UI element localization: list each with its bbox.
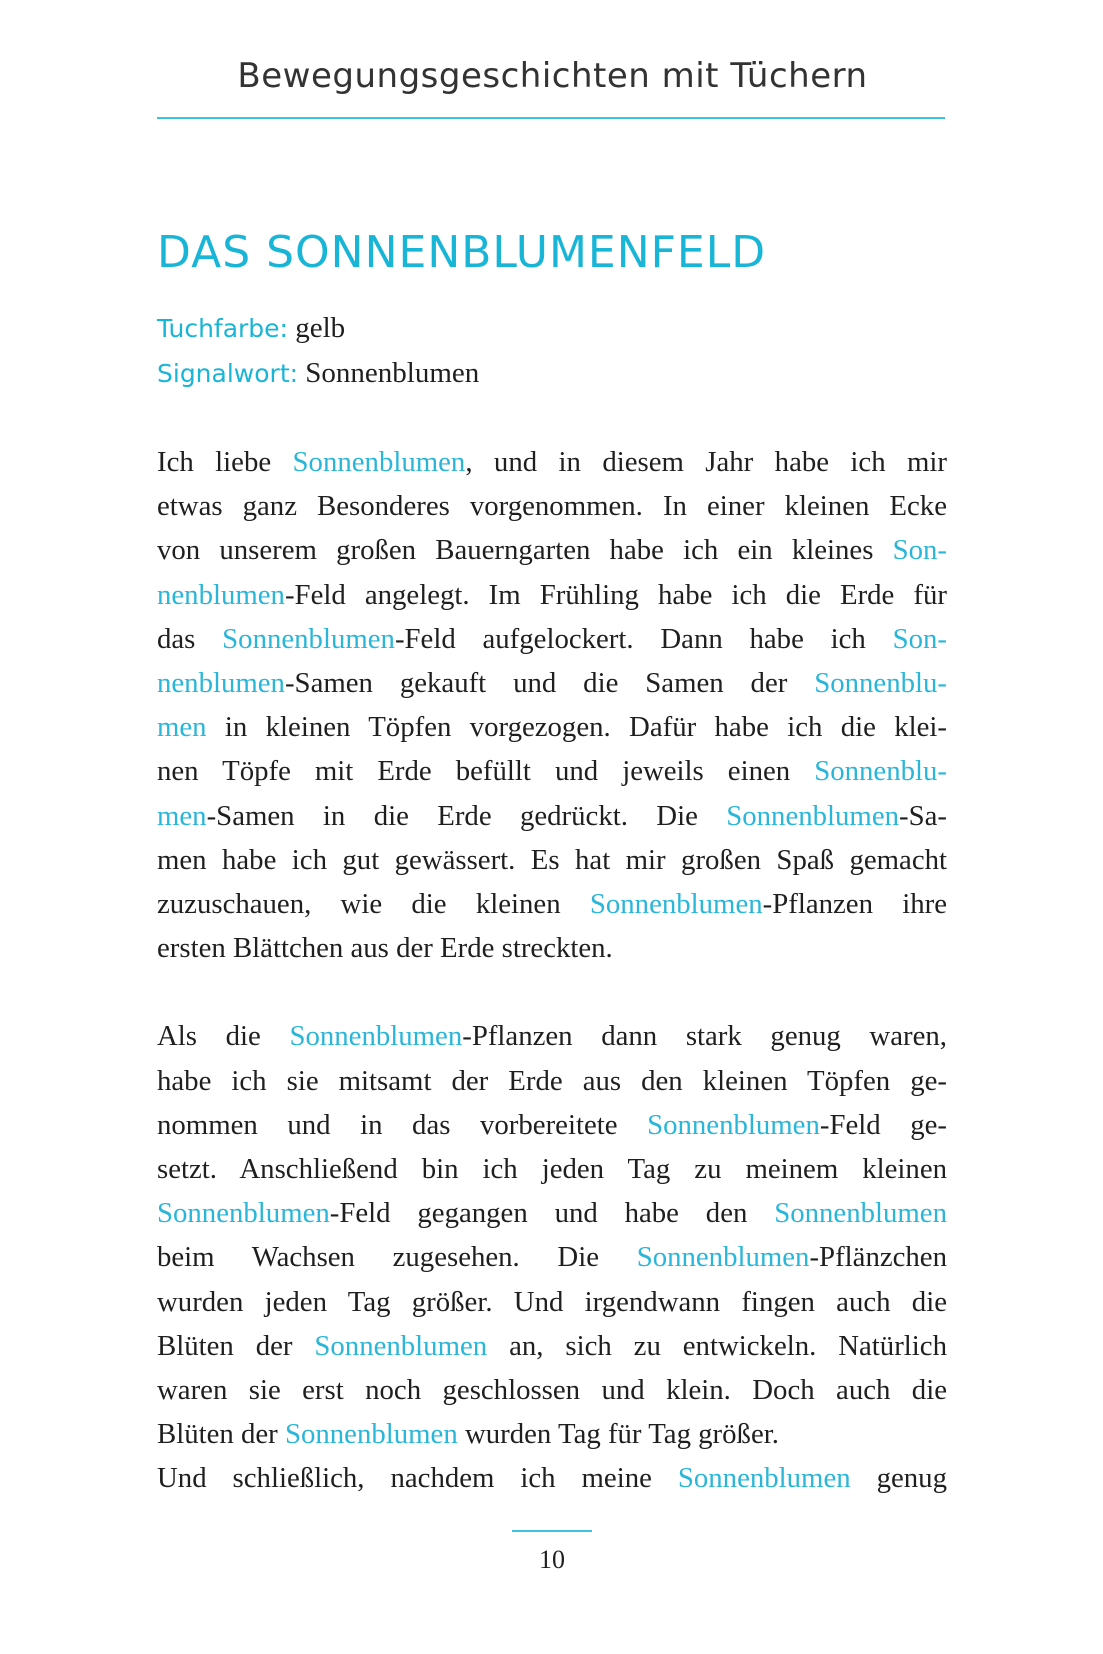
text-line (157, 882, 947, 926)
text-segment: men habe ich gut gewässert. Es hat mir großen Spaß gemacht (157, 843, 947, 876)
text-line (157, 749, 947, 793)
text-line (157, 1235, 947, 1279)
text-segment: -Pflanzen ihre (762, 887, 948, 920)
color-label: Tuchfarbe: (157, 314, 288, 343)
text-line (157, 1103, 947, 1147)
signal-word: Sonnenblumen (774, 1197, 947, 1230)
text-segment: von unserem großen Bauerngarten habe ich ein kleines (157, 534, 893, 567)
signal-word: Sonnenblumen (647, 1108, 820, 1141)
text-line (157, 1059, 947, 1103)
text-segment: setzt. Anschließend bin ich jeden Tag zu meinem kleinen (157, 1153, 947, 1185)
signal-word: Sonnenblu- (814, 666, 947, 699)
text-line (157, 440, 947, 484)
text-segment: nommen und in das vorbereitete (157, 1108, 648, 1141)
text-segment: -Pflanzen dann stark genug waren, (462, 1020, 947, 1053)
signal-word: men (157, 799, 207, 832)
text-line (157, 705, 947, 749)
text-segment: beim Wachsen zugesehen. Die (157, 1241, 637, 1274)
text-line (157, 1147, 947, 1191)
text-line (157, 484, 947, 528)
text-line (157, 1368, 947, 1412)
text-line (157, 1324, 947, 1368)
paragraph-gap (157, 970, 947, 1014)
text-segment: wurden Tag für Tag größer. (457, 1418, 779, 1451)
text-line (157, 528, 947, 572)
page-number: 10 (539, 1545, 565, 1574)
text-segment: Ich liebe (157, 446, 293, 478)
text-line (157, 794, 947, 838)
text-segment: -Feld angelegt. Im Frühling habe ich die Erde für (284, 578, 947, 611)
story-body (157, 440, 947, 1501)
text-line (157, 1280, 947, 1324)
text-segment: -Sa- (899, 799, 947, 832)
text-segment: in kleinen Töpfen vorgezogen. Dafür habe ich die klei- (206, 711, 947, 744)
text-segment: , und in diesem Jahr habe ich mir (465, 446, 947, 478)
text-line (157, 1456, 947, 1500)
paragraph (157, 1014, 947, 1456)
paragraph (157, 1456, 947, 1500)
text-segment: -Samen in die Erde gedrückt. Die (206, 799, 727, 832)
story-title: DAS SONNENBLUMENFELD (157, 227, 767, 279)
color-value: gelb (295, 312, 346, 344)
signal-word: men (157, 711, 207, 744)
signal-word: Sonnenblumen (636, 1241, 810, 1274)
signal-word: Sonnenblumen (292, 446, 466, 478)
text-line (157, 1191, 947, 1235)
header-divider (157, 117, 945, 119)
signal-row (157, 351, 479, 396)
signal-word: Sonnenblumen (284, 1418, 458, 1451)
text-segment: -Pflänzchen (809, 1241, 947, 1274)
signal-word: Sonnenblumen (314, 1329, 488, 1362)
text-segment: Blüten der (157, 1418, 285, 1451)
text-line (157, 661, 947, 705)
paragraph (157, 440, 947, 970)
signal-word: Sonnenblumen (222, 622, 395, 655)
signal-word: Sonnenblumen (157, 1197, 330, 1230)
signal-word: Sonnenblumen (289, 1020, 463, 1053)
running-head: Bewegungsgeschichten mit Tüchern (237, 56, 868, 96)
text-line (157, 1014, 947, 1058)
text-line (157, 838, 947, 882)
text-segment: nen Töpfe mit Erde befüllt und jeweils einen (157, 755, 815, 788)
footer-divider (512, 1530, 592, 1532)
signal-word: Sonnenblu- (814, 755, 947, 788)
text-segment: ersten Blättchen aus der Erde streckten. (157, 932, 613, 965)
signal-word: Sonnenblumen (726, 799, 900, 832)
text-segment: Als die (157, 1020, 290, 1053)
text-segment: zuzuschauen, wie die kleinen (157, 887, 590, 920)
text-segment: -Feld gegangen und habe den (329, 1197, 775, 1230)
text-segment: habe ich sie mitsamt der Erde aus den kleinen Töpfen ge- (157, 1064, 947, 1097)
signal-word: Son- (892, 622, 947, 655)
text-line (157, 573, 947, 617)
text-segment: Und schließlich, nachdem ich meine (157, 1462, 678, 1495)
color-row (157, 306, 479, 351)
text-segment: etwas ganz Besonderes vorgenommen. In einer kleinen Ecke (157, 490, 947, 523)
signal-word: Son- (892, 534, 947, 567)
text-segment: an, sich zu entwickeln. Natürlich (487, 1329, 947, 1362)
text-segment: das (157, 622, 223, 655)
text-segment: Blüten der (157, 1329, 315, 1362)
story-meta (157, 306, 479, 396)
signal-word: Sonnenblumen (589, 887, 763, 920)
text-line (157, 617, 947, 661)
text-segment: -Feld aufgelockert. Dann habe ich (394, 622, 893, 655)
signal-word: nenblumen (157, 578, 285, 611)
text-segment: wurden jeden Tag größer. Und irgendwann fingen auch die (157, 1285, 947, 1318)
signal-value: Sonnenblumen (305, 357, 480, 389)
text-segment: waren sie erst noch geschlossen und klein. Doch auch die (157, 1373, 947, 1406)
text-line (157, 926, 947, 970)
signal-word: nenblumen (157, 666, 285, 699)
text-segment: genug (850, 1462, 947, 1495)
text-segment: -Feld ge- (819, 1108, 947, 1141)
signal-word: Sonnenblumen (677, 1462, 851, 1495)
text-line (157, 1412, 947, 1456)
signal-label: Signalwort: (157, 359, 299, 388)
text-segment: -Samen gekauft und die Samen der (284, 666, 815, 699)
